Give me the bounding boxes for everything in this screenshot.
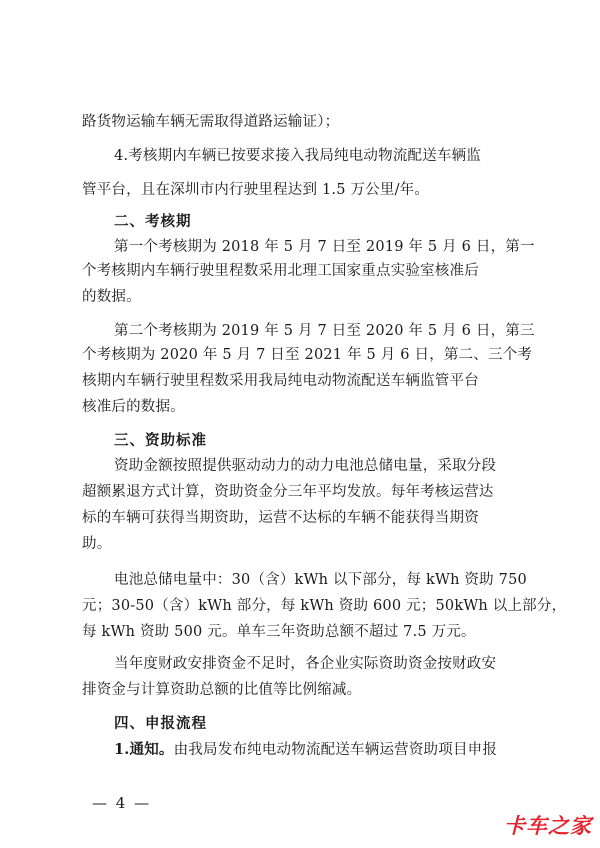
paragraph-line: 个考核期为 2020 年 5 月 7 日至 2021 年 5 月 6 日，第二、三个考 [82,347,533,363]
paragraph-line: 第二个考核期为 2019 年 5 月 7 日至 2020 年 5 月 6 日，第三 [114,323,535,339]
paragraph-line: 的数据。 [82,289,141,305]
paragraph-line: 每 kWh 资助 500 元。单车三年资助总额不超过 7.5 万元。 [82,624,476,640]
paragraph-line: 超额累退方式计算，资助资金分三年平均发放。每年考核运营达 [82,484,494,500]
paragraph-line: 核准后的数据。 [82,399,185,415]
paragraph-line: 排资金与计算资助总额的比值等比例缩减。 [82,682,362,698]
paragraph-line: 管平台，且在深圳市内行驶里程达到 1.5 万公里/年。 [82,182,430,198]
paragraph-line: 电池总储电量中：30（含）kWh 以下部分，每 kWh 资助 750 [114,572,527,588]
paragraph-line-last [114,740,600,760]
last-line-text: 由我局发布纯电动物流配送车辆运营资助项目申报 [173,742,498,758]
paragraph-line: 路货物运输车辆无需取得道路运输证）； [82,114,340,130]
section-heading: 四、申报流程 [114,715,207,732]
section-heading: 三、资助标准 [114,432,207,449]
paragraph-line: 助。 [82,536,112,552]
paragraph-line: 标的车辆可获得当期资助，运营不达标的车辆不能获得当期资 [82,510,479,526]
section-heading: 二、考核期 [114,213,192,230]
paragraph-line: 当年度财政安排资金不足时，各企业实际资助资金按财政安 [114,656,497,672]
paragraph-line: 资助金额按照提供驱动动力的动力电池总储电量，采取分段 [114,458,497,474]
watermark-logo: 卡车之家 [504,814,592,838]
paragraph-line: 4.考核期内车辆已按要求接入我局纯电动物流配送车辆监 [114,148,482,164]
paragraph-line: 个考核期内车辆行驶里程数采用北理工国家重点实验室核准后 [82,263,479,279]
paragraph-line: 元；30-50（含）kWh 部分，每 kWh 资助 600 元；50kWh 以上部分， [82,598,567,614]
numbered-lead: 1.通知。 [114,741,174,758]
page-number: — 4 — [92,794,152,812]
paragraph-line: 核期内车辆行驶里程数采用我局纯电动物流配送车辆监管平台 [82,373,479,389]
paragraph-line: 第一个考核期为 2018 年 5 月 7 日至 2019 年 5 月 6 日，第一 [114,239,535,255]
